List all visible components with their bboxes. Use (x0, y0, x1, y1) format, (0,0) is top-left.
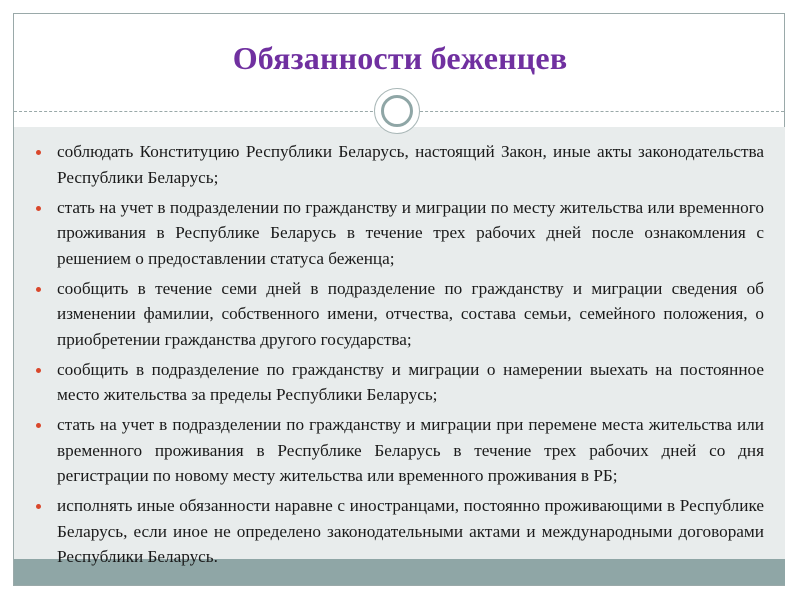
bullet-dot-icon (36, 287, 41, 292)
slide-title: Обязанности беженцев (232, 40, 568, 76)
bullet-dot-icon (36, 368, 41, 373)
bullet-item (57, 412, 764, 489)
bullet-item (57, 195, 764, 272)
bullet-dot-icon (36, 423, 41, 428)
bullet-list (57, 139, 764, 574)
bullet-item (57, 139, 764, 190)
bullet-item (57, 276, 764, 353)
bullet-dot-icon (36, 206, 41, 211)
bullet-item (57, 357, 764, 408)
bullet-dot-icon (36, 150, 41, 155)
bullet-text: сообщить в подразделение по гражданству и миграции о намерении выехать на постоянное место жительства за пределы Республики Беларусь; (57, 359, 764, 404)
circle-ornament-icon (374, 88, 420, 134)
bullet-dot-icon (36, 504, 41, 509)
circle-ornament-inner (381, 95, 413, 127)
bullet-text: сообщить в течение семи дней в подразделение по гражданству и миграции сведения об изменении фамилии, собственного имени, отчества, состава семьи, семейного положения, о приобретении гражданства другого государства; (57, 278, 764, 349)
bullet-text: соблюдать Конституцию Республики Беларусь, настоящий Закон, иные акты законодательства Республики Беларусь; (57, 142, 764, 187)
bullet-text: исполнять иные обязанности наравне с иностранцами, постоянно проживающими в Республике Беларусь, если иное не определено законодательными актами и международными договорами Республики Беларусь. (57, 496, 764, 566)
bullet-text: стать на учет в подразделении по гражданству и миграции при перемене места жительства или временного проживания в Республике Беларусь в течение трех рабочих дней со дня регистрации по новому месту жительства или временного проживания в РБ; (57, 415, 764, 485)
bullet-item (57, 493, 764, 570)
bullet-text: стать на учет в подразделении по гражданству и миграции по месту жительства или временного проживания в Республике Беларусь в течение трех рабочих дней после ознакомления с решением о предоставлении статуса беженца; (57, 197, 764, 268)
